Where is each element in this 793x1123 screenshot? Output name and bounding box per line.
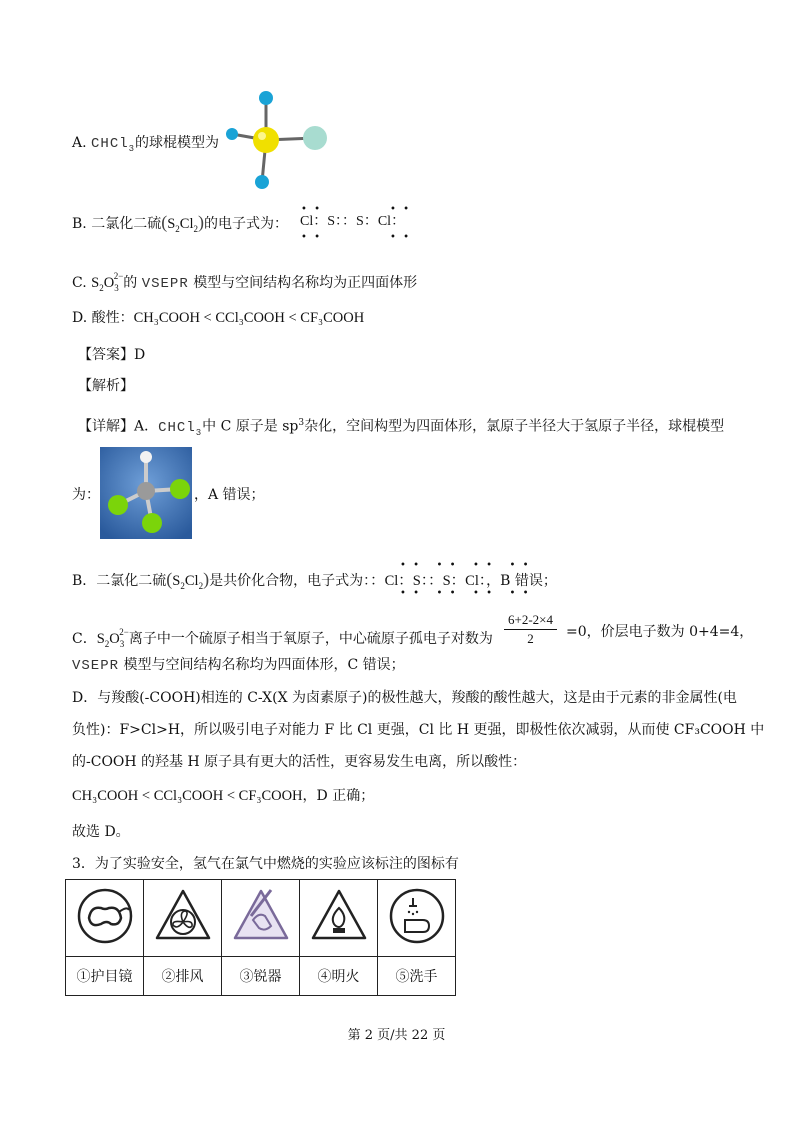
option-c-ion: $S_2O_3^{2-}$ [91,271,124,293]
option-a-text: 的球棍模型为 [135,135,220,151]
option-a-label: A. [72,135,87,151]
lone-pair-fraction: $\frac{6+2-2\times 4}{2}$ [502,611,559,648]
option-b [72,212,288,239]
detail-a-formula: CHCl$_3$ [158,419,203,438]
detail-d-line2: 负性)：F>Cl>H，所以吸引电子对能力 F 比 Cl 更强，Cl 比 H 更强，即极性依次减弱，从而使 CF₃COOH 中 [72,722,765,738]
detail-d-line1: D．与羧酸(-COOH)相连的 C-X(X 为卤素原子)的极性越大，羧酸的酸性越大，这是由于元素的非金属性(电 [72,690,737,706]
sign-label-1: ①护目镜 [66,957,144,996]
option-c-text1: 的 [123,275,138,291]
page-footer: 第 2 页/共 22 页 [347,1028,446,1043]
sign-cell-4 [300,880,378,957]
detail-b-electron-formula: ：Cl：S：：S：Cl： [370,573,487,589]
detail-d-line3: 的-COOH 的羟基 H 原子具有更大的活性，更容易发生电离，所以酸性： [72,754,527,770]
goggles-icon [75,886,135,946]
option-c-label: C. [72,275,87,291]
sign-label-4: ④明火 [300,957,378,996]
detail-c-line1: C．$S_2O_3^{2-}$离子中一个硫原子相当于氧原子，中心硫原子孤电子对数为 [72,627,493,649]
sign-cell-1 [66,880,144,957]
sign-label-5: ⑤洗手 [378,957,456,996]
option-d-text: 酸性： [91,310,134,326]
sign-cell-2 [144,880,222,957]
sign-label-3: ③锐器 [222,957,300,996]
chcl3-ball-stick-model-image [222,88,332,196]
detail-a-suffix: ，A 错误； [194,487,265,503]
option-d [72,308,364,328]
question-3: 3．为了实验安全，氢气在氯气中燃烧的实验应该标注的图标有 [72,856,459,872]
option-b-text1: 二氯化二硫 [91,216,162,232]
answer-value: D [134,347,146,363]
option-d-label: D. [72,310,88,326]
option-b-text2: 的电子式为： [203,216,288,232]
detail-b: B．二氯化二硫$(S_2Cl_2)$是共价化合物，电子式为：：Cl：S：：S：Cl：，B 错误； [72,569,557,591]
sign-cell-3 [222,880,300,957]
sign-label-2: ②排风 [144,957,222,996]
hand-wash-icon [387,886,447,946]
option-c [72,266,417,298]
option-b-electron-formula: Cl：S：：S：Cl： [300,214,406,229]
option-c-vsepr: VSEPR [141,276,189,292]
detail-a-line2: 为： [72,487,100,503]
detail-c-line2: VSEPR 模型与空间结构名称均为四面体形，C 错误； [72,657,405,674]
option-a-formula: CHCl$_3$ [91,136,136,154]
answer-label: 【答案】 [78,347,134,363]
option-c-text2: 模型与空间结构名称均为正四面体形 [193,275,418,291]
detail-a-line1: 【详解】A．CHCl$_3$中 C 原子是 $sp^3$杂化，空间构型为四面体形，氯原子半径大于氢原子半径，球棍模型 [78,418,725,438]
detail-d-line4: CH₃COOH < CCl₃COOH < CF₃COOH，D 正确； [72,788,375,804]
conclusion: 故选 D。 [72,824,130,840]
option-d-formula: CH₃COOH < CCl₃COOH < CF₃COOH [133,310,365,326]
option-a [72,133,219,159]
answer-line [78,345,145,365]
detail-c-line1-end: =0，价层电子数为 0+4=4， [566,624,754,640]
ventilation-icon [153,886,213,946]
chcl3-ball-stick-photo [100,447,192,539]
safety-signs-table [65,879,456,996]
analysis-label: 【解析】 [78,378,134,394]
option-b-label: B. [72,216,87,232]
open-flame-icon [309,886,369,946]
sign-cell-5 [378,880,456,957]
sharp-object-icon [231,886,291,946]
option-b-formula: $(S_2Cl_2)$ [161,212,204,234]
